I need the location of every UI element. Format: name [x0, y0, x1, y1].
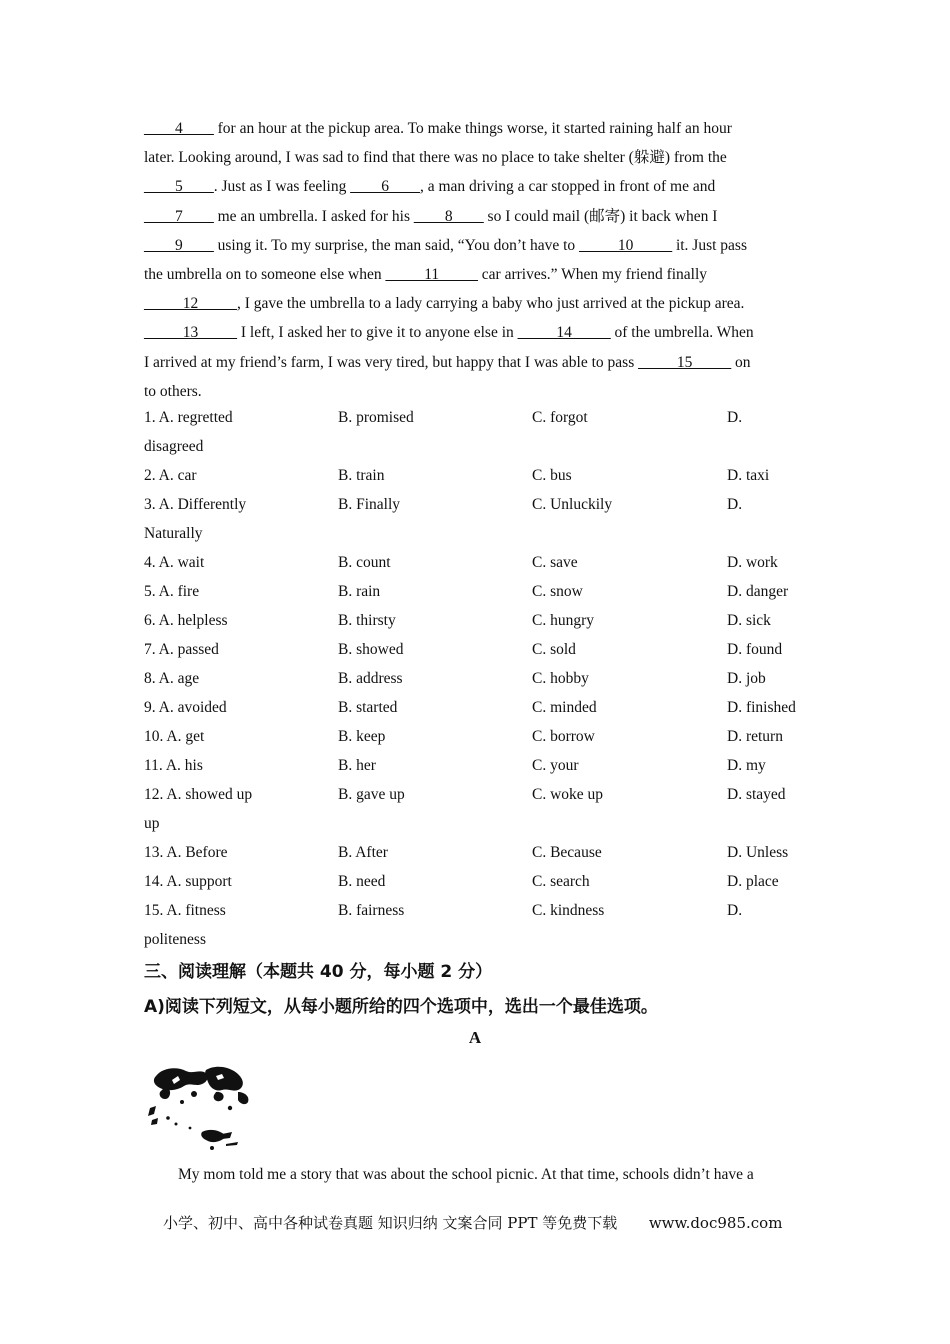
option-d: D. my — [727, 757, 766, 774]
option-b: B. address — [338, 670, 403, 687]
option-c: C. Because — [532, 844, 602, 861]
option-b: B. count — [338, 554, 391, 571]
passage-line: ____7____ me an umbrella. I asked for his ____8____ so I could mail (邮寄) it back when I — [144, 207, 718, 225]
option-d: D. Unless — [727, 844, 789, 861]
option-d: D. work — [727, 554, 778, 571]
option-b: B. started — [338, 699, 398, 716]
option-d: D. — [727, 409, 743, 426]
question-row — [144, 693, 814, 722]
question-row — [144, 548, 814, 577]
option-c: C. search — [532, 873, 590, 890]
option-c: C. bus — [532, 467, 572, 484]
blank-12: _____12_____ — [144, 295, 237, 313]
question-row — [144, 838, 814, 867]
option-b: B. train — [338, 467, 385, 484]
passage-line: _____13_____ I left, I asked her to give it to anyone else in _____14_____ of the umbrella. When — [144, 324, 754, 342]
option-b: B. her — [338, 757, 376, 774]
option-a: 7. A. passed — [144, 641, 219, 658]
option-a: 13. A. Before — [144, 844, 228, 861]
question-row — [144, 722, 814, 751]
question-row — [144, 751, 814, 780]
passage-line: ____4____ for an hour at the pickup area. To make things worse, it started raining half an hour — [144, 120, 732, 137]
passage-line: to others. — [144, 382, 202, 400]
option-c: C. woke up — [532, 786, 604, 803]
story-first-line: My mom told me a story that was about the school picnic. At that time, schools didn’t have a — [178, 1166, 754, 1183]
blank-13: _____13_____ — [144, 324, 237, 342]
option-d: D. stayed — [727, 786, 786, 803]
picnic-illustration — [142, 1062, 254, 1156]
option-d-continued: disagreed — [144, 438, 204, 455]
blank-9: ____9____ — [144, 236, 214, 254]
blank-10: _____10_____ — [579, 236, 673, 254]
option-c: C. Unluckily — [532, 496, 613, 513]
option-a: 15. A. fitness — [144, 902, 226, 919]
option-d: D. place — [727, 873, 779, 890]
option-a: 3. A. Differently — [144, 496, 247, 513]
question-row — [144, 780, 814, 838]
option-a: 2. A. car — [144, 467, 197, 484]
question-row — [144, 461, 814, 490]
option-d: D. found — [727, 641, 783, 658]
blank-14: _____14_____ — [517, 324, 611, 342]
option-b: B. gave up — [338, 786, 405, 803]
option-c: C. your — [532, 757, 579, 774]
option-a: 11. A. his — [144, 757, 203, 774]
option-b: B. rain — [338, 583, 381, 600]
question-row — [144, 867, 814, 896]
option-d: D. job — [727, 670, 766, 687]
option-a: 1. A. regretted — [144, 409, 233, 426]
passage-line: _____12_____, I gave the umbrella to a lady carrying a baby who just arrived at the pickup area. — [144, 295, 745, 313]
ink-sketch-image — [142, 1062, 254, 1156]
option-d: D. sick — [727, 612, 771, 629]
option-c: C. minded — [532, 699, 597, 716]
question-row — [144, 635, 814, 664]
option-d-continued: Naturally — [144, 525, 203, 542]
cloze-passage — [144, 114, 806, 406]
blank-5: ____5____ — [144, 178, 214, 196]
option-b: B. keep — [338, 728, 386, 745]
footer-url: www.doc985.com — [648, 1214, 783, 1232]
option-a: 9. A. avoided — [144, 699, 227, 716]
passage-line: later. Looking around, I was sad to find that there was no place to take shelter (躲避) from the — [144, 149, 727, 167]
section-instruction: A)阅读下列短文，从每小题所给的四个选项中，选出一个最佳选项。 — [144, 997, 658, 1017]
option-b: B. Finally — [338, 496, 401, 513]
footer-slogan: 小学、初中、高中各种试卷真题 知识归纳 文案合同 PPT 等免费下载 — [163, 1214, 618, 1232]
option-b: B. promised — [338, 409, 414, 426]
question-row — [144, 403, 814, 461]
option-a: 8. A. age — [144, 670, 200, 687]
option-d: D. — [727, 902, 743, 919]
options-list — [144, 403, 814, 954]
option-c: C. hobby — [532, 670, 589, 687]
option-d: D. finished — [727, 699, 796, 716]
option-c: C. kindness — [532, 902, 605, 919]
part-heading: A — [468, 1028, 482, 1047]
blank-6: ____6____ — [350, 178, 420, 196]
option-d: D. — [727, 496, 743, 513]
option-b: B. fairness — [338, 902, 405, 919]
option-d: D. taxi — [727, 467, 770, 484]
option-c: C. borrow — [532, 728, 595, 745]
option-c: C. save — [532, 554, 578, 571]
passage-line: the umbrella on to someone else when _____11_____ car arrives.” When my friend finally — [144, 266, 708, 284]
option-a: 5. A. fire — [144, 583, 200, 600]
page-footer — [163, 1212, 782, 1233]
option-c: C. hungry — [532, 612, 594, 629]
option-a: 4. A. wait — [144, 554, 205, 571]
blank-8: ____8____ — [413, 207, 484, 225]
question-row — [144, 577, 814, 606]
option-a: 6. A. helpless — [144, 612, 228, 629]
question-row — [144, 606, 814, 635]
option-d: D. danger — [727, 583, 789, 600]
blank-7: ____7____ — [144, 207, 214, 225]
section-title: 三、阅读理解（本题共 40 分，每小题 2 分） — [144, 962, 493, 982]
option-d: D. return — [727, 728, 783, 745]
option-c: C. forgot — [532, 409, 588, 426]
option-a: 14. A. support — [144, 873, 232, 890]
blank-11: _____11_____ — [385, 266, 478, 284]
option-b: B. After — [338, 844, 388, 861]
blank-4: ____4____ — [144, 120, 214, 137]
option-d-continued: politeness — [144, 931, 206, 948]
blank-15: _____15_____ — [638, 353, 732, 371]
option-b: B. thirsty — [338, 612, 396, 629]
question-row — [144, 896, 814, 954]
question-row — [144, 664, 814, 693]
option-b: B. showed — [338, 641, 404, 658]
option-a: 12. A. showed up — [144, 786, 253, 803]
option-c: C. sold — [532, 641, 576, 658]
option-d-continued: up — [144, 815, 160, 832]
question-row — [144, 490, 814, 548]
option-b: B. need — [338, 873, 386, 890]
option-a: 10. A. get — [144, 728, 205, 745]
passage-line: ____9____ using it. To my surprise, the man said, “You don’t have to _____10_____ it. Just pass — [144, 236, 747, 254]
passage-line: ____5____. Just as I was feeling ____6____, a man driving a car stopped in front of me and — [144, 178, 716, 196]
option-c: C. snow — [532, 583, 583, 600]
passage-line: I arrived at my friend’s farm, I was very tired, but happy that I was able to pass _____15_____ on — [144, 353, 751, 371]
